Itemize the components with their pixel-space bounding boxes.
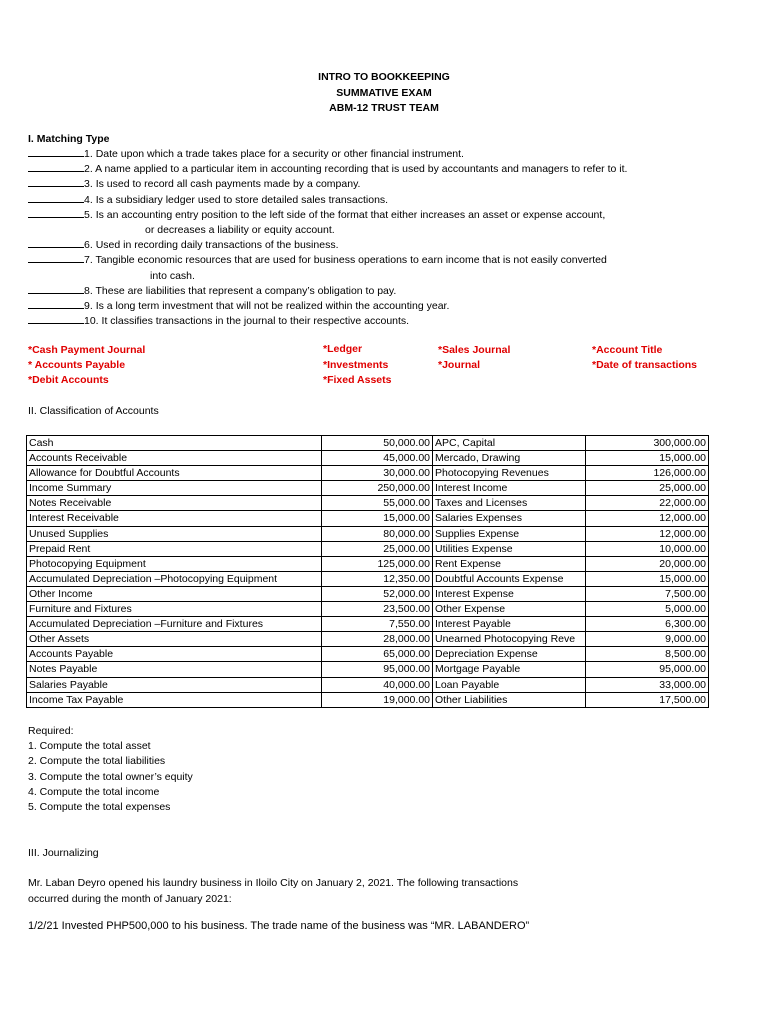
table-row xyxy=(27,526,709,541)
account-amount: 10,000.00 xyxy=(586,541,709,556)
table-row xyxy=(27,692,709,707)
table-row xyxy=(27,436,709,451)
account-amount: 33,000.00 xyxy=(586,677,709,692)
account-name: Salaries Payable xyxy=(27,677,322,692)
account-amount: 9,000.00 xyxy=(586,632,709,647)
account-amount: 300,000.00 xyxy=(586,436,709,451)
account-name: Taxes and Licenses xyxy=(433,496,586,511)
account-amount: 7,550.00 xyxy=(322,617,433,632)
table-row xyxy=(27,556,709,571)
list-item: 5. Is an accounting entry position to the left side of the format that either increases an asset or expense account, xyxy=(28,208,748,223)
account-amount: 50,000.00 xyxy=(322,436,433,451)
required-title: Required: xyxy=(28,725,74,737)
section-matching-title: I. Matching Type xyxy=(28,133,110,145)
account-name: Allowance for Doubtful Accounts xyxy=(27,466,322,481)
account-name: Mortgage Payable xyxy=(433,662,586,677)
choice-date-of-transactions: *Date of transactions xyxy=(592,359,698,371)
section-classification-title: II. Classification of Accounts xyxy=(28,405,159,417)
list-item: 10. It classifies transactions in the journal to their respective accounts. xyxy=(28,314,748,329)
account-name: Salaries Expenses xyxy=(433,511,586,526)
account-name: Utilities Expense xyxy=(433,541,586,556)
account-amount: 23,500.00 xyxy=(322,602,433,617)
account-name: Cash xyxy=(27,436,322,451)
account-name: Interest Income xyxy=(433,481,586,496)
account-amount: 5,000.00 xyxy=(586,602,709,617)
account-name: Accounts Payable xyxy=(27,647,322,662)
answer-blank[interactable] xyxy=(28,193,84,203)
table-row xyxy=(27,632,709,647)
account-name: Furniture and Fixtures xyxy=(27,602,322,617)
course-title: INTRO TO BOOKKEEPING xyxy=(318,71,450,83)
account-amount: 15,000.00 xyxy=(322,511,433,526)
account-name: Income Tax Payable xyxy=(27,692,322,707)
list-item-continuation: or decreases a liability or equity account. xyxy=(145,224,335,237)
list-item: 3. Is used to record all cash payments made by a company. xyxy=(28,177,748,192)
account-name: Income Summary xyxy=(27,481,322,496)
account-amount: 17,500.00 xyxy=(586,692,709,707)
answer-blank[interactable] xyxy=(28,253,84,263)
account-amount: 28,000.00 xyxy=(322,632,433,647)
choice-accounts-payable: * Accounts Payable xyxy=(28,359,126,371)
account-name: Other Expense xyxy=(433,602,586,617)
account-name: Interest Payable xyxy=(433,617,586,632)
account-name: Other Income xyxy=(27,586,322,601)
exam-header xyxy=(0,70,768,117)
account-name: Notes Payable xyxy=(27,662,322,677)
account-amount: 22,000.00 xyxy=(586,496,709,511)
accounts-table xyxy=(26,435,709,708)
list-item: 1. Date upon which a trade takes place for a security or other financial instrument. xyxy=(28,147,748,162)
answer-choices xyxy=(28,344,748,392)
account-amount: 25,000.00 xyxy=(322,541,433,556)
choice-ledger: *Ledger xyxy=(323,343,363,355)
account-name: Accounts Receivable xyxy=(27,451,322,466)
account-name: Accumulated Depreciation –Furniture and Fixtures xyxy=(27,617,322,632)
list-item: 7. Tangible economic resources that are used for business operations to earn income that is not easily converted xyxy=(28,253,748,268)
answer-blank[interactable] xyxy=(28,162,84,172)
list-item-continuation: into cash. xyxy=(150,269,195,282)
choice-account-title: *Account Title xyxy=(592,344,663,356)
intro-line-2: occurred during the month of January 2021: xyxy=(28,892,232,905)
account-amount: 65,000.00 xyxy=(322,647,433,662)
choice-investments: *Investments xyxy=(323,359,389,371)
account-amount: 95,000.00 xyxy=(322,662,433,677)
account-name: Notes Receivable xyxy=(27,496,322,511)
account-name: Other Liabilities xyxy=(433,692,586,707)
matching-list xyxy=(28,147,748,329)
account-name: Photocopying Equipment xyxy=(27,556,322,571)
account-name: Interest Expense xyxy=(433,586,586,601)
account-amount: 125,000.00 xyxy=(322,556,433,571)
list-item: 2. A name applied to a particular item in accounting recording that is used by accountants and managers to refer to it. xyxy=(28,162,748,177)
list-item: 1. Compute the total asset xyxy=(28,740,151,753)
account-amount: 12,000.00 xyxy=(586,511,709,526)
account-name: Accumulated Depreciation –Photocopying Equipment xyxy=(27,571,322,586)
exam-title: SUMMATIVE EXAM xyxy=(336,86,432,99)
table-row xyxy=(27,451,709,466)
choice-journal: *Journal xyxy=(438,359,481,371)
intro-line-1: Mr. Laban Deyro opened his laundry business in Iloilo City on January 2, 2021. The following transactions xyxy=(28,877,519,889)
team-title: ABM-12 TRUST TEAM xyxy=(329,102,439,114)
account-amount: 19,000.00 xyxy=(322,692,433,707)
account-name: Other Assets xyxy=(27,632,322,647)
table-row xyxy=(27,677,709,692)
table-row xyxy=(27,571,709,586)
answer-blank[interactable] xyxy=(28,314,84,324)
account-amount: 52,000.00 xyxy=(322,586,433,601)
account-name: Unused Supplies xyxy=(27,526,322,541)
table-row xyxy=(27,586,709,601)
journalizing-intro xyxy=(28,876,748,907)
table-row xyxy=(27,466,709,481)
account-amount: 250,000.00 xyxy=(322,481,433,496)
table-row xyxy=(27,511,709,526)
account-amount: 45,000.00 xyxy=(322,451,433,466)
account-amount: 95,000.00 xyxy=(586,662,709,677)
choice-cash-payment-journal: *Cash Payment Journal xyxy=(28,344,146,356)
list-item: 5. Compute the total expenses xyxy=(28,801,171,814)
choice-debit-accounts: *Debit Accounts xyxy=(28,374,109,386)
account-name: APC, Capital xyxy=(433,436,586,451)
account-amount: 6,300.00 xyxy=(586,617,709,632)
answer-blank[interactable] xyxy=(28,177,84,187)
account-name: Loan Payable xyxy=(433,677,586,692)
table-row xyxy=(27,481,709,496)
list-item: 8. These are liabilities that represent a company’s obligation to pay. xyxy=(28,284,748,299)
account-amount: 126,000.00 xyxy=(586,466,709,481)
list-item: 6. Used in recording daily transactions of the business. xyxy=(28,238,748,253)
account-amount: 55,000.00 xyxy=(322,496,433,511)
choice-sales-journal: *Sales Journal xyxy=(438,344,511,356)
table-row xyxy=(27,662,709,677)
list-item: 9. Is a long term investment that will not be realized within the accounting year. xyxy=(28,299,748,314)
account-amount: 15,000.00 xyxy=(586,571,709,586)
list-item: 3. Compute the total owner’s equity xyxy=(28,770,193,783)
account-name: Depreciation Expense xyxy=(433,647,586,662)
account-amount: 80,000.00 xyxy=(322,526,433,541)
section-journalizing-title: III. Journalizing xyxy=(28,847,99,859)
account-amount: 12,350.00 xyxy=(322,571,433,586)
account-amount: 30,000.00 xyxy=(322,466,433,481)
account-name: Prepaid Rent xyxy=(27,541,322,556)
account-amount: 25,000.00 xyxy=(586,481,709,496)
account-name: Doubtful Accounts Expense xyxy=(433,571,586,586)
account-name: Supplies Expense xyxy=(433,526,586,541)
transaction-line: 1/2/21 Invested PHP500,000 to his business. The trade name of the business was “MR. LABANDERO” xyxy=(28,920,530,932)
answer-blank[interactable] xyxy=(28,208,84,218)
required-list xyxy=(28,724,193,815)
table-row xyxy=(27,647,709,662)
account-amount: 7,500.00 xyxy=(586,586,709,601)
account-amount: 8,500.00 xyxy=(586,647,709,662)
list-item: 4. Is a subsidiary ledger used to store detailed sales transactions. xyxy=(28,193,748,208)
answer-blank[interactable] xyxy=(28,238,84,248)
account-name: Unearned Photocopying Reve xyxy=(433,632,586,647)
answer-blank[interactable] xyxy=(28,284,84,294)
account-amount: 20,000.00 xyxy=(586,556,709,571)
table-row xyxy=(27,541,709,556)
list-item: 4. Compute the total income xyxy=(28,785,160,798)
account-name: Rent Expense xyxy=(433,556,586,571)
choice-fixed-assets: *Fixed Assets xyxy=(323,374,392,386)
table-row xyxy=(27,602,709,617)
table-row xyxy=(27,496,709,511)
account-name: Interest Receivable xyxy=(27,511,322,526)
list-item: 2. Compute the total liabilities xyxy=(28,755,166,768)
table-row xyxy=(27,617,709,632)
account-amount: 15,000.00 xyxy=(586,451,709,466)
account-name: Photocopying Revenues xyxy=(433,466,586,481)
account-amount: 12,000.00 xyxy=(586,526,709,541)
account-name: Mercado, Drawing xyxy=(433,451,586,466)
answer-blank[interactable] xyxy=(28,147,84,157)
answer-blank[interactable] xyxy=(28,299,84,309)
account-amount: 40,000.00 xyxy=(322,677,433,692)
